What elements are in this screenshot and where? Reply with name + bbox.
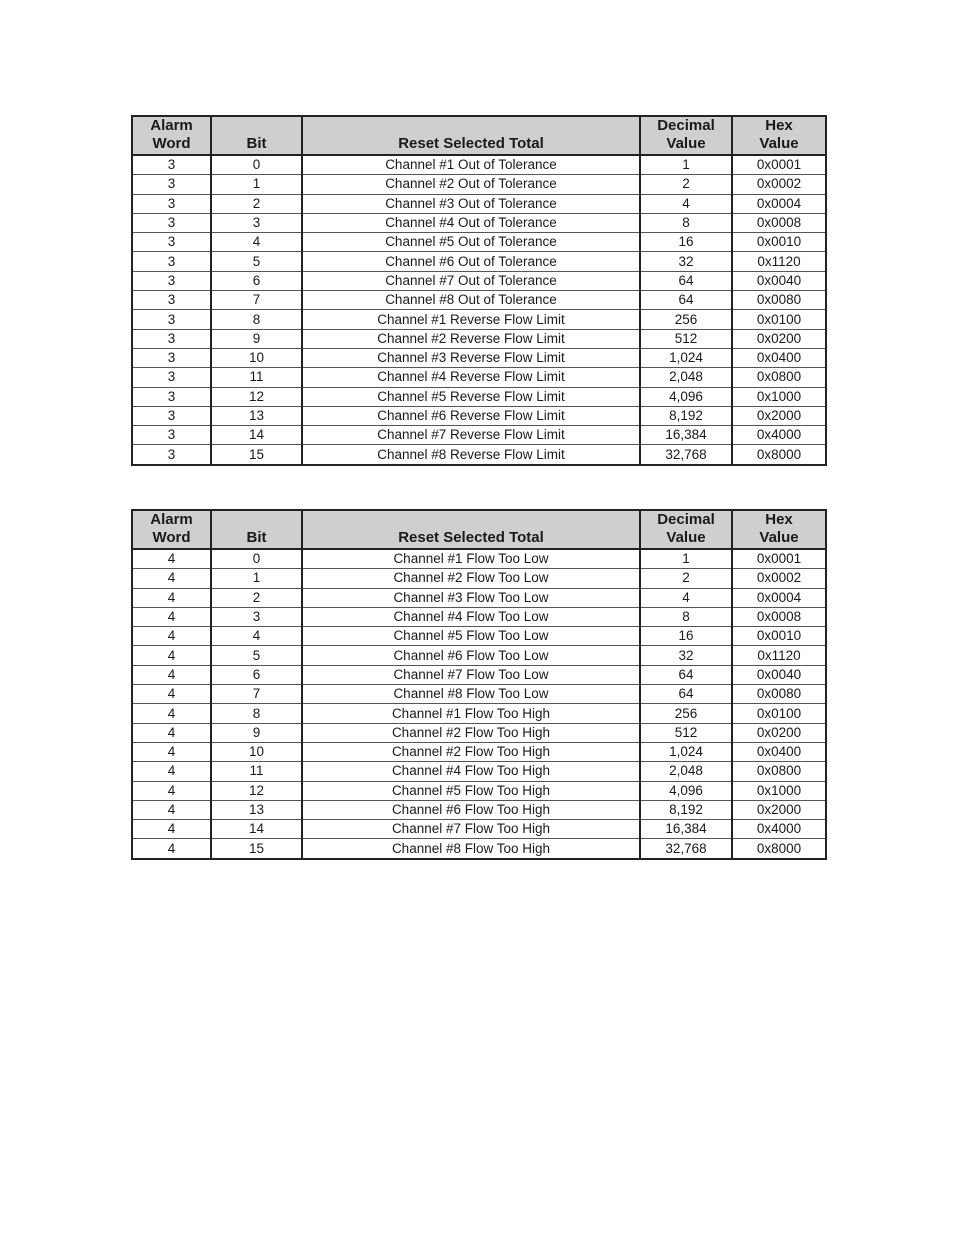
decimal-value-cell: 8,192 [640, 406, 732, 425]
table-row [132, 252, 826, 271]
description-cell: Channel #5 Flow Too High [302, 781, 640, 800]
description-cell: Channel #3 Flow Too Low [302, 588, 640, 607]
decimal-value-cell: 64 [640, 665, 732, 684]
decimal-value-cell: 512 [640, 329, 732, 348]
decimal-value-cell: 64 [640, 685, 732, 704]
decimal-value-cell: 2 [640, 175, 732, 194]
alarm-word-cell: 4 [132, 685, 211, 704]
decimal-value-cell: 64 [640, 271, 732, 290]
description-cell: Channel #4 Out of Tolerance [302, 213, 640, 232]
bit-cell: 13 [211, 406, 302, 425]
bit-cell: 10 [211, 742, 302, 761]
decimal-value-cell: 1,024 [640, 348, 732, 367]
bit-cell: 8 [211, 310, 302, 329]
table-header-row [132, 510, 826, 549]
decimal-value-header: Decimal Value [640, 116, 732, 155]
decimal-value-cell: 32 [640, 646, 732, 665]
table-row [132, 194, 826, 213]
hex-value-cell: 0x0200 [732, 723, 826, 742]
hex-value-cell: 0x0100 [732, 310, 826, 329]
bit-cell: 5 [211, 252, 302, 271]
hex-value-cell: 0x4000 [732, 820, 826, 839]
decimal-value-cell: 16,384 [640, 820, 732, 839]
hex-value-cell: 0x0004 [732, 194, 826, 213]
hex-value-cell: 0x0040 [732, 271, 826, 290]
table-row [132, 329, 826, 348]
table-row [132, 685, 826, 704]
table-row [132, 569, 826, 588]
description-cell: Channel #2 Reverse Flow Limit [302, 329, 640, 348]
bit-cell: 6 [211, 665, 302, 684]
hex-value-cell: 0x0002 [732, 569, 826, 588]
table-row [132, 233, 826, 252]
hex-value-header: Hex Value [732, 510, 826, 549]
description-cell: Channel #5 Out of Tolerance [302, 233, 640, 252]
hex-value-cell: 0x1120 [732, 646, 826, 665]
decimal-value-cell: 8 [640, 213, 732, 232]
decimal-value-cell: 16 [640, 233, 732, 252]
table-row [132, 445, 826, 465]
alarm-word-cell: 3 [132, 348, 211, 367]
description-cell: Channel #6 Flow Too Low [302, 646, 640, 665]
bit-cell: 13 [211, 800, 302, 819]
alarm-word-cell: 4 [132, 569, 211, 588]
decimal-value-cell: 8,192 [640, 800, 732, 819]
table-row [132, 549, 826, 569]
alarm-word-cell: 4 [132, 762, 211, 781]
description-cell: Channel #6 Reverse Flow Limit [302, 406, 640, 425]
description-cell: Channel #8 Reverse Flow Limit [302, 445, 640, 465]
alarm-word-header: Alarm Word [132, 116, 211, 155]
description-header: Reset Selected Total [302, 510, 640, 549]
hex-value-cell: 0x0400 [732, 348, 826, 367]
hex-value-cell: 0x0080 [732, 685, 826, 704]
hex-value-cell: 0x2000 [732, 800, 826, 819]
hex-value-cell: 0x0008 [732, 607, 826, 626]
hex-value-cell: 0x0010 [732, 627, 826, 646]
alarm-word-cell: 3 [132, 406, 211, 425]
alarm-word-header: Alarm Word [132, 510, 211, 549]
hex-value-cell: 0x8000 [732, 445, 826, 465]
decimal-value-cell: 4 [640, 194, 732, 213]
alarm-word-cell: 3 [132, 271, 211, 290]
alarm-word-cell: 3 [132, 368, 211, 387]
decimal-value-cell: 2,048 [640, 368, 732, 387]
table-row [132, 839, 826, 859]
alarm-word-cell: 4 [132, 800, 211, 819]
table-row [132, 213, 826, 232]
table-row [132, 820, 826, 839]
hex-value-cell: 0x1000 [732, 387, 826, 406]
description-cell: Channel #6 Flow Too High [302, 800, 640, 819]
hex-value-cell: 0x2000 [732, 406, 826, 425]
decimal-value-cell: 4,096 [640, 781, 732, 800]
alarm-word-cell: 4 [132, 627, 211, 646]
alarm-word-cell: 4 [132, 742, 211, 761]
description-cell: Channel #4 Flow Too Low [302, 607, 640, 626]
hex-value-cell: 0x0010 [732, 233, 826, 252]
bit-cell: 11 [211, 762, 302, 781]
hex-value-cell: 0x0100 [732, 704, 826, 723]
decimal-value-cell: 32,768 [640, 445, 732, 465]
bit-cell: 3 [211, 213, 302, 232]
hex-value-cell: 0x0008 [732, 213, 826, 232]
decimal-value-cell: 64 [640, 291, 732, 310]
hex-value-cell: 0x0001 [732, 549, 826, 569]
description-cell: Channel #7 Out of Tolerance [302, 271, 640, 290]
description-header: Reset Selected Total [302, 116, 640, 155]
table-row [132, 348, 826, 367]
decimal-value-cell: 1 [640, 549, 732, 569]
alarm-word-cell: 4 [132, 781, 211, 800]
bit-cell: 14 [211, 820, 302, 839]
description-cell: Channel #7 Flow Too Low [302, 665, 640, 684]
bit-cell: 12 [211, 387, 302, 406]
alarm-word-cell: 3 [132, 291, 211, 310]
alarm-word-cell: 3 [167, 446, 176, 462]
table-row [132, 291, 826, 310]
table-header-row [132, 116, 826, 155]
alarm-word-cell: 4 [132, 646, 211, 665]
decimal-value-cell: 1,024 [640, 742, 732, 761]
hex-value-cell: 0x0004 [732, 588, 826, 607]
table-row [132, 607, 826, 626]
hex-value-cell: 0x0200 [732, 329, 826, 348]
hex-value-cell: 0x0002 [732, 175, 826, 194]
description-cell: Channel #4 Flow Too High [302, 762, 640, 781]
description-cell: Channel #8 Flow Too Low [302, 685, 640, 704]
decimal-value-cell: 256 [640, 704, 732, 723]
decimal-value-cell: 256 [640, 310, 732, 329]
decimal-value-cell: 16,384 [640, 426, 732, 445]
table-row [132, 665, 826, 684]
hex-value-header: Hex Value [732, 116, 826, 155]
description-cell: Channel #1 Out of Tolerance [302, 155, 640, 175]
decimal-value-cell: 32,768 [640, 839, 732, 859]
bit-header: Bit [211, 510, 302, 549]
table-row [132, 704, 826, 723]
hex-value-cell: 0x4000 [732, 426, 826, 445]
table-row [132, 175, 826, 194]
description-cell: Channel #1 Reverse Flow Limit [302, 310, 640, 329]
hex-value-cell: 0x0800 [732, 368, 826, 387]
description-cell: Channel #5 Reverse Flow Limit [302, 387, 640, 406]
decimal-value-cell: 16 [640, 627, 732, 646]
alarm-word-cell: 4 [167, 840, 176, 856]
bit-cell: 5 [211, 646, 302, 665]
hex-value-cell: 0x0040 [732, 665, 826, 684]
hex-value-cell: 0x0001 [732, 155, 826, 175]
bit-cell: 15 [211, 445, 302, 465]
alarm-word-cell: 3 [132, 175, 211, 194]
bit-cell: 1 [211, 175, 302, 194]
bit-cell: 15 [211, 839, 302, 859]
alarm-word-cell: 4 [132, 665, 211, 684]
table-row [132, 781, 826, 800]
bit-cell: 2 [211, 194, 302, 213]
alarm-word-cell: 3 [132, 426, 211, 445]
description-cell: Channel #7 Reverse Flow Limit [302, 426, 640, 445]
description-cell: Channel #2 Flow Too High [302, 742, 640, 761]
alarm-word-cell: 4 [132, 704, 211, 723]
alarm-word-cell: 4 [132, 588, 211, 607]
alarm-word-3-table [131, 115, 827, 466]
description-cell: Channel #3 Out of Tolerance [302, 194, 640, 213]
bit-cell: 8 [211, 704, 302, 723]
description-cell: Channel #8 Flow Too High [302, 839, 640, 859]
bit-cell: 6 [211, 271, 302, 290]
description-cell: Channel #1 Flow Too Low [302, 549, 640, 569]
alarm-word-cell: 3 [132, 194, 211, 213]
decimal-value-cell: 32 [640, 252, 732, 271]
table-row [132, 155, 826, 175]
alarm-word-cell: 3 [132, 387, 211, 406]
bit-cell: 4 [211, 627, 302, 646]
table-row [132, 406, 826, 425]
bit-cell: 3 [211, 607, 302, 626]
table-row [132, 387, 826, 406]
alarm-word-cell: 3 [132, 213, 211, 232]
bit-cell: 7 [211, 685, 302, 704]
description-cell: Channel #4 Reverse Flow Limit [302, 368, 640, 387]
alarm-word-cell: 3 [132, 233, 211, 252]
table-row [132, 271, 826, 290]
description-cell: Channel #3 Reverse Flow Limit [302, 348, 640, 367]
bit-cell: 4 [211, 233, 302, 252]
table-row [132, 742, 826, 761]
table-row [132, 310, 826, 329]
table-row [132, 646, 826, 665]
alarm-word-cell: 4 [132, 820, 211, 839]
description-cell: Channel #6 Out of Tolerance [302, 252, 640, 271]
table-row [132, 627, 826, 646]
table-row [132, 368, 826, 387]
bit-cell: 12 [211, 781, 302, 800]
decimal-value-cell: 1 [640, 155, 732, 175]
bit-cell: 7 [211, 291, 302, 310]
alarm-word-cell: 3 [132, 252, 211, 271]
bit-cell: 9 [211, 329, 302, 348]
decimal-value-cell: 4 [640, 588, 732, 607]
bit-cell: 11 [211, 368, 302, 387]
decimal-value-cell: 2,048 [640, 762, 732, 781]
description-cell: Channel #2 Out of Tolerance [302, 175, 640, 194]
bit-cell: 14 [211, 426, 302, 445]
table-row [132, 723, 826, 742]
decimal-value-cell: 4,096 [640, 387, 732, 406]
description-cell: Channel #2 Flow Too Low [302, 569, 640, 588]
description-cell: Channel #1 Flow Too High [302, 704, 640, 723]
bit-header: Bit [211, 116, 302, 155]
description-cell: Channel #2 Flow Too High [302, 723, 640, 742]
alarm-word-cell: 4 [132, 607, 211, 626]
decimal-value-cell: 512 [640, 723, 732, 742]
hex-value-cell: 0x8000 [732, 839, 826, 859]
decimal-value-cell: 8 [640, 607, 732, 626]
bit-cell: 1 [211, 569, 302, 588]
decimal-value-cell: 2 [640, 569, 732, 588]
hex-value-cell: 0x0800 [732, 762, 826, 781]
bit-cell: 10 [211, 348, 302, 367]
table-row [132, 800, 826, 819]
hex-value-cell: 0x0080 [732, 291, 826, 310]
alarm-word-cell: 4 [132, 723, 211, 742]
alarm-word-cell: 4 [132, 549, 211, 569]
bit-cell: 0 [211, 549, 302, 569]
hex-value-cell: 0x0400 [732, 742, 826, 761]
alarm-word-cell: 3 [132, 329, 211, 348]
alarm-word-4-table [131, 509, 827, 860]
alarm-word-cell: 3 [132, 310, 211, 329]
description-cell: Channel #8 Out of Tolerance [302, 291, 640, 310]
alarm-word-cell: 3 [132, 155, 211, 175]
bit-cell: 2 [211, 588, 302, 607]
decimal-value-header: Decimal Value [640, 510, 732, 549]
description-cell: Channel #5 Flow Too Low [302, 627, 640, 646]
hex-value-cell: 0x1120 [732, 252, 826, 271]
table-row [132, 762, 826, 781]
hex-value-cell: 0x1000 [732, 781, 826, 800]
table-row [132, 588, 826, 607]
description-cell: Channel #7 Flow Too High [302, 820, 640, 839]
table-row [132, 426, 826, 445]
bit-cell: 0 [211, 155, 302, 175]
bit-cell: 9 [211, 723, 302, 742]
